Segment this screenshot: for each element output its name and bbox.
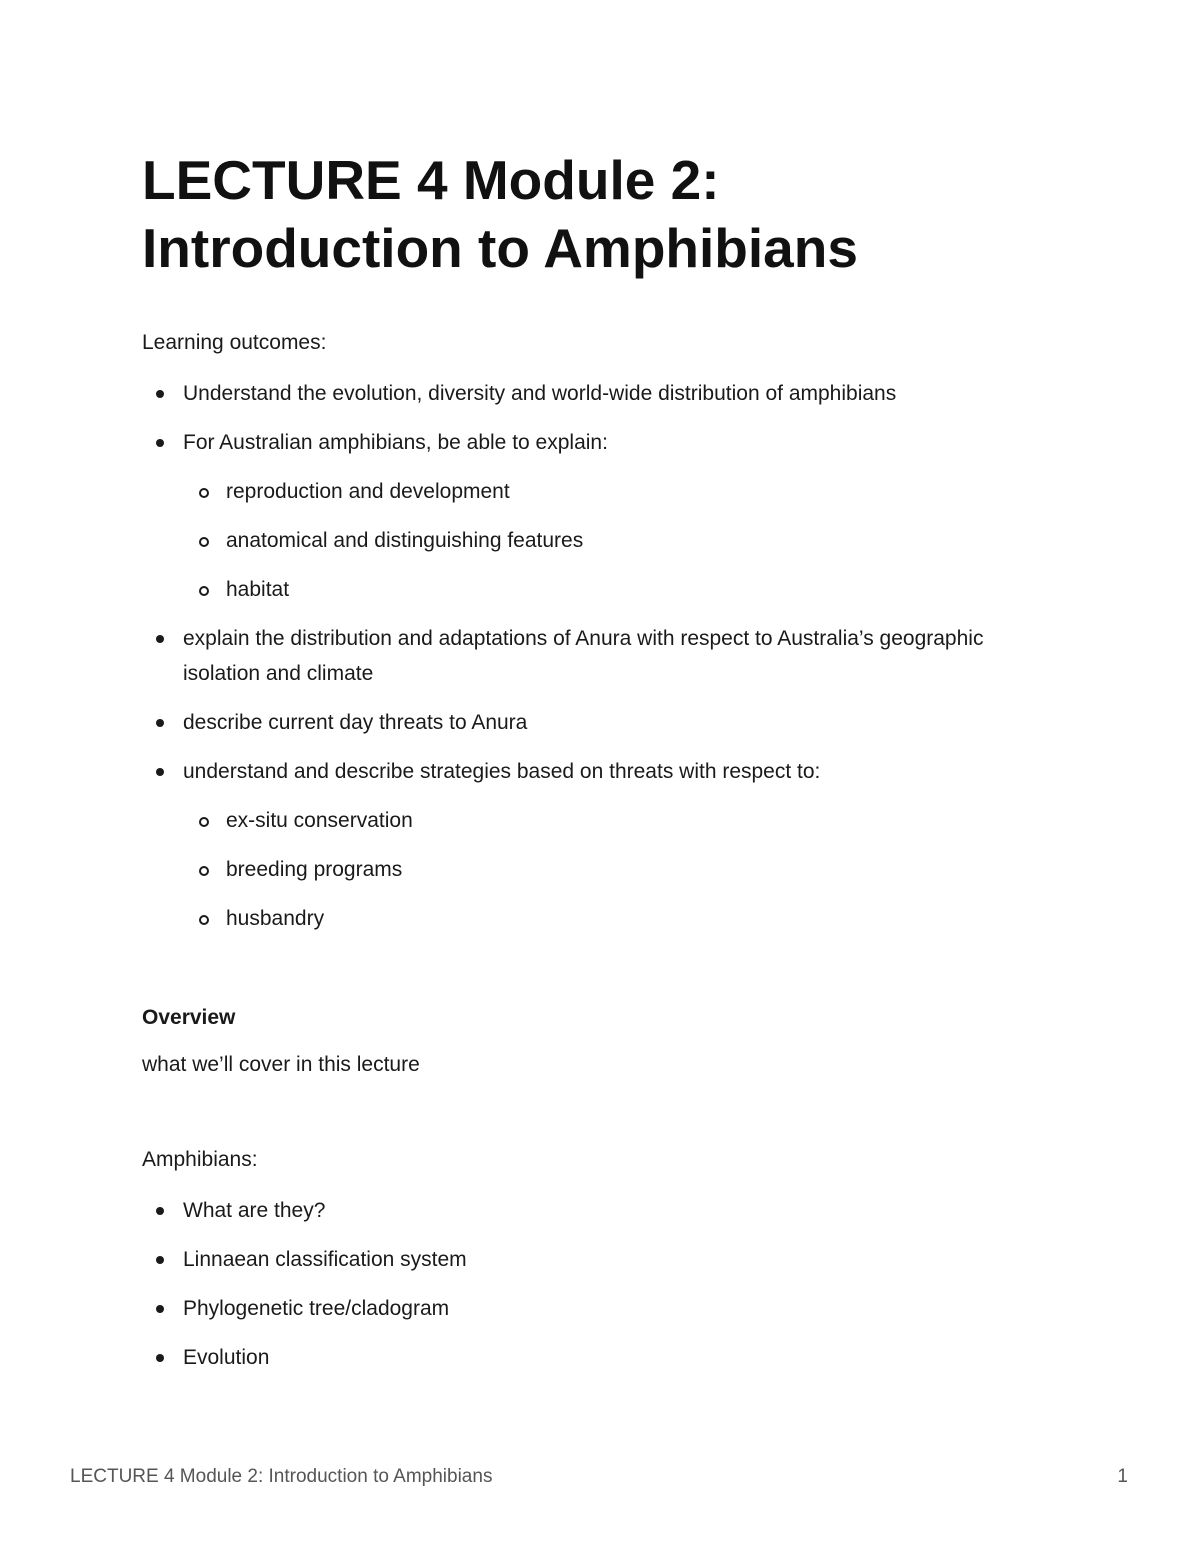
list-item-text: breeding programs (226, 858, 403, 881)
list-item-text: Evolution (183, 1346, 270, 1369)
list-item-text: husbandry (226, 907, 325, 930)
list-item-text: understand and describe strategies based on threats with respect to: (183, 760, 821, 783)
overview-text: what we’ll cover in this lecture (142, 1053, 420, 1076)
bullet-icon (156, 1207, 164, 1215)
list-item-text: ex-situ conservation (226, 809, 413, 832)
hollow-bullet-icon (199, 537, 209, 547)
list-item (142, 1193, 1042, 1228)
page-title (142, 146, 1102, 282)
list-item (142, 621, 1042, 691)
list-item (142, 1340, 1042, 1375)
title-line-2: Introduction to Amphibians (142, 217, 858, 279)
list-item-text: explain the distribution and adaptations of Anura with respect to Australia’s geographic isolation and climate (183, 627, 984, 685)
bullet-icon (156, 1256, 164, 1264)
list-item-text: Understand the evolution, diversity and world-wide distribution of amphibians (183, 382, 897, 405)
list-item (142, 803, 1042, 838)
list-item (142, 852, 1042, 887)
bullet-icon (156, 439, 164, 447)
bullet-icon (156, 768, 164, 776)
list-item (142, 705, 1042, 740)
page-number: 1 (1117, 1466, 1128, 1487)
list-item-text: describe current day threats to Anura (183, 711, 528, 734)
list-item-text: habitat (226, 578, 290, 601)
list-item-text: What are they? (183, 1199, 326, 1222)
list-item (142, 376, 1042, 411)
list-item (142, 1291, 1042, 1326)
amphibians-heading: Amphibians: (142, 1148, 258, 1171)
bullet-icon (156, 719, 164, 727)
list-item (142, 754, 1042, 789)
bullet-icon (156, 1305, 164, 1313)
outcomes-heading: Learning outcomes: (142, 331, 327, 354)
list-item-text: reproduction and development (226, 480, 510, 503)
hollow-bullet-icon (199, 866, 209, 876)
outcomes-list (142, 376, 1042, 950)
footer-title: LECTURE 4 Module 2: Introduction to Amphibians (70, 1466, 493, 1487)
list-item-text: For Australian amphibians, be able to explain: (183, 431, 608, 454)
list-item-text: Phylogenetic tree/cladogram (183, 1297, 450, 1320)
list-item (142, 523, 1042, 558)
hollow-bullet-icon (199, 488, 209, 498)
list-item (142, 474, 1042, 509)
hollow-bullet-icon (199, 586, 209, 596)
hollow-bullet-icon (199, 915, 209, 925)
overview-heading: Overview (142, 1006, 236, 1029)
list-item (142, 1242, 1042, 1277)
title-line-1: LECTURE 4 Module 2: (142, 149, 720, 211)
bullet-icon (156, 390, 164, 398)
bullet-icon (156, 1354, 164, 1362)
list-item (142, 572, 1042, 607)
list-item-text: anatomical and distinguishing features (226, 529, 584, 552)
amphibians-list (142, 1193, 1042, 1389)
list-item-text: Linnaean classification system (183, 1248, 467, 1271)
list-item (142, 901, 1042, 936)
bullet-icon (156, 635, 164, 643)
hollow-bullet-icon (199, 817, 209, 827)
list-item (142, 425, 1042, 460)
